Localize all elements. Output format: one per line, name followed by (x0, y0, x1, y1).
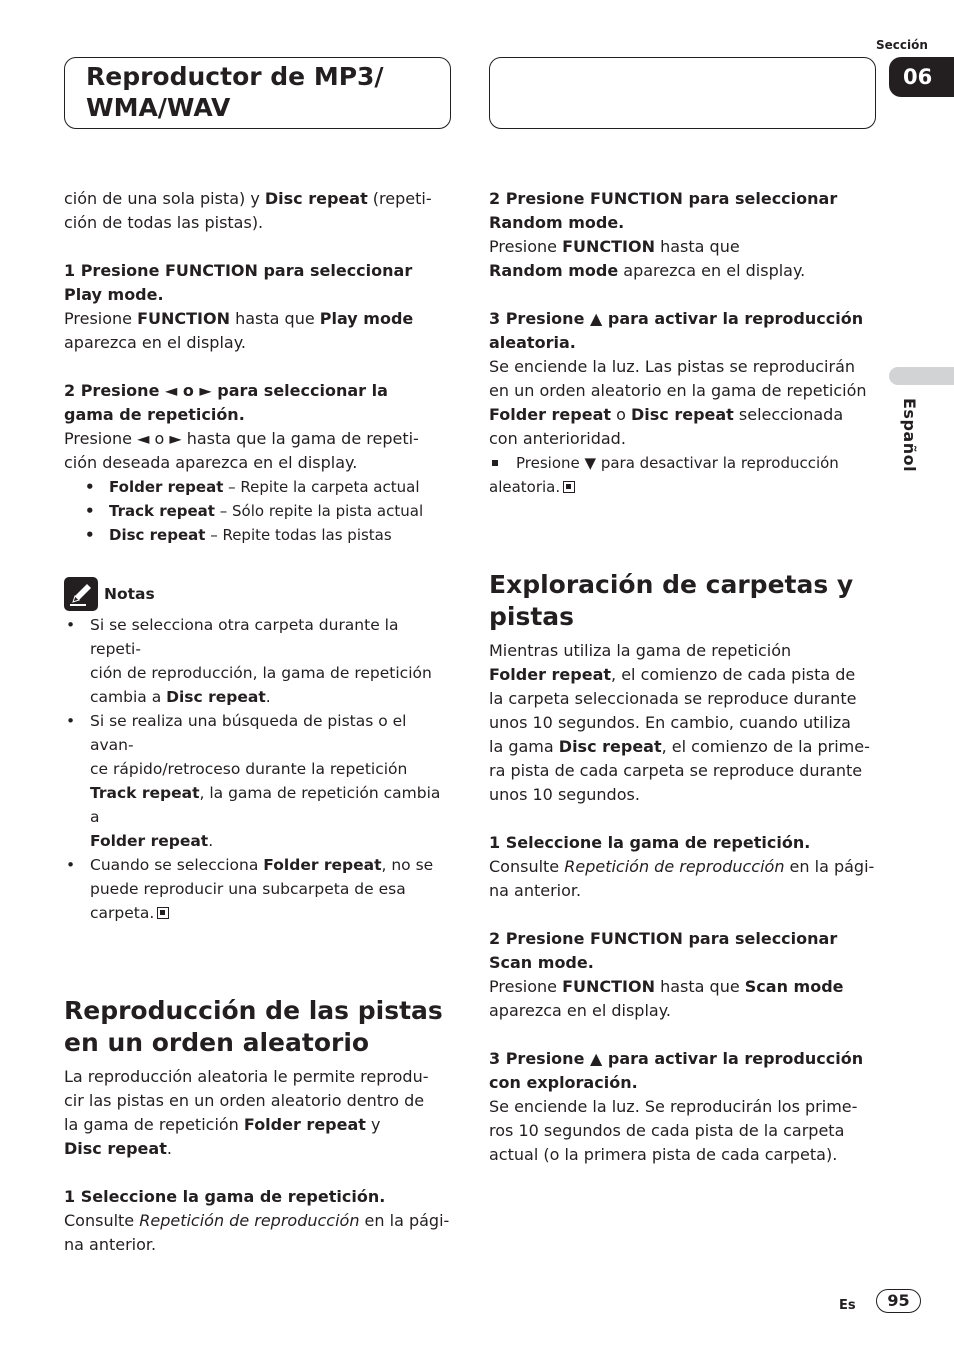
scan-intro-4: unos 10 segundos. En cambio, cuando utiliza (489, 713, 851, 732)
note-item: • Cuando se selecciona Folder repeat, no se puede reproducir una subcarpeta de esa carpeta. (64, 853, 452, 925)
scan-step2-body: Presione FUNCTION hasta que Scan mode (489, 977, 844, 996)
r-step3-body-2: en un orden aleatorio en la gama de repetición (489, 381, 867, 400)
list-item: • Disc repeat – Repite todas las pistas (64, 523, 452, 547)
left-column (64, 187, 452, 1257)
scan-section-heading: Exploración de carpetas y pistas (489, 570, 854, 631)
r-step2-title-2: Random mode. (489, 213, 625, 232)
scan-step3-body-2: ros 10 segundos de cada pista de la carpeta (489, 1121, 845, 1140)
scan-intro: Mientras utiliza la gama de repetición (489, 641, 792, 660)
scan-intro-3: la carpeta seleccionada se reproduce durante (489, 689, 857, 708)
scan-intro-5: la gama Disc repeat, el comienzo de la prime- (489, 737, 870, 756)
section-title-line2: WMA/WAV (86, 93, 231, 122)
intro-text: ción de una sola pista) y Disc repeat (repeti- (64, 189, 432, 208)
random-step1-title: 1 Seleccione la gama de repetición. (64, 1187, 386, 1206)
section-title-box (64, 57, 451, 129)
language-tab-bar (889, 367, 954, 385)
scan-step3-title: 3 Presione ▲ para activar la reproducción (489, 1049, 864, 1068)
repeat-range-list (64, 475, 452, 547)
step2-body-2: ción deseada aparezca en el display. (64, 453, 358, 472)
r-step3-body: Se enciende la luz. Las pistas se reproducirán (489, 357, 856, 376)
section-number-badge: 06 (889, 57, 954, 97)
random-intro: La reproducción aleatoria le permite reprodu- (64, 1067, 429, 1086)
notes-list (64, 613, 452, 925)
scan-step3-body: Se enciende la luz. Se reproducirán los prime- (489, 1097, 858, 1116)
note-item: • Si se selecciona otra carpeta durante la repeti- ción de reproducción, la gama de repetición cambia a Disc repeat. (64, 613, 452, 709)
page-number: 95 (876, 1289, 921, 1313)
section-label: Sección (876, 38, 928, 52)
notes-title: Notas (104, 585, 155, 603)
random-step1-body: Consulte Repetición de reproducción en la pági- (64, 1211, 450, 1230)
r-step3-note: Presione ▼ para desactivar la reproducción (489, 451, 877, 475)
r-step3-body-3: Folder repeat o Disc repeat seleccionada (489, 405, 844, 424)
random-intro-2: cir las pistas en un orden aleatorio dentro de (64, 1091, 425, 1110)
r-step3-title: 3 Presione ▲ para activar la reproducción (489, 309, 864, 328)
list-item: • Track repeat – Sólo repite la pista actual (64, 499, 452, 523)
step1-body: Presione FUNCTION hasta que Play mode (64, 309, 414, 328)
header-empty-box (489, 57, 876, 129)
step2-title-2: gama de repetición. (64, 405, 245, 424)
random-step1-body-2: na anterior. (64, 1235, 157, 1254)
pencil-note-icon (64, 577, 98, 611)
scan-step3-body-3: actual (o la primera pista de cada carpeta). (489, 1145, 838, 1164)
scan-step3-title-2: con exploración. (489, 1073, 638, 1092)
end-mark-icon (563, 481, 575, 493)
step1-title: 1 Presione FUNCTION para seleccionar (64, 261, 413, 280)
random-intro-3: la gama de repetición Folder repeat y (64, 1115, 381, 1134)
step2-title: 2 Presione ◄ o ► para seleccionar la (64, 381, 388, 400)
scan-step1-title: 1 Seleccione la gama de repetición. (489, 833, 811, 852)
end-mark-icon (157, 907, 169, 919)
r-step3-body-4: con anterioridad. (489, 429, 626, 448)
notes-header (64, 577, 452, 611)
scan-step2-title: 2 Presione FUNCTION para seleccionar (489, 929, 838, 948)
language-label: Español (900, 398, 919, 473)
r-step2-body-2: Random mode aparezca en el display. (489, 261, 806, 280)
scan-step2-body-2: aparezca en el display. (489, 1001, 671, 1020)
scan-step1-body-2: na anterior. (489, 881, 582, 900)
note-item: • Si se realiza una búsqueda de pistas o el avan- ce rápido/retroceso durante la repetición Track repeat, la gama de repetición cambia a Folder repeat. (64, 709, 452, 853)
section-title-line1: Reproductor de MP3/ (86, 62, 384, 91)
intro-text-2: ción de todas las pistas). (64, 213, 264, 232)
random-intro-4: Disc repeat. (64, 1139, 172, 1158)
step1-title-2: Play mode. (64, 285, 164, 304)
r-step3-title-2: aleatoria. (489, 333, 576, 352)
scan-step2-title-2: Scan mode. (489, 953, 594, 972)
scan-step1-body: Consulte Repetición de reproducción en la pági- (489, 857, 875, 876)
list-item: • Folder repeat – Repite la carpeta actual (64, 475, 452, 499)
scan-intro-7: unos 10 segundos. (489, 785, 640, 804)
right-column (489, 187, 877, 1167)
r-step2-title: 2 Presione FUNCTION para seleccionar (489, 189, 838, 208)
square-bullet-icon (492, 460, 498, 466)
page-language-code: Es (839, 1298, 856, 1313)
r-step2-body: Presione FUNCTION hasta que (489, 237, 740, 256)
random-section-heading: Reproducción de las pistas en un orden aleatorio (64, 996, 443, 1057)
step1-body-2: aparezca en el display. (64, 333, 246, 352)
scan-intro-2: Folder repeat, el comienzo de cada pista de (489, 665, 856, 684)
r-step3-note-2: aleatoria. (489, 475, 877, 499)
step2-body: Presione ◄ o ► hasta que la gama de repeti- (64, 429, 419, 448)
scan-intro-6: ra pista de cada carpeta se reproduce durante (489, 761, 863, 780)
